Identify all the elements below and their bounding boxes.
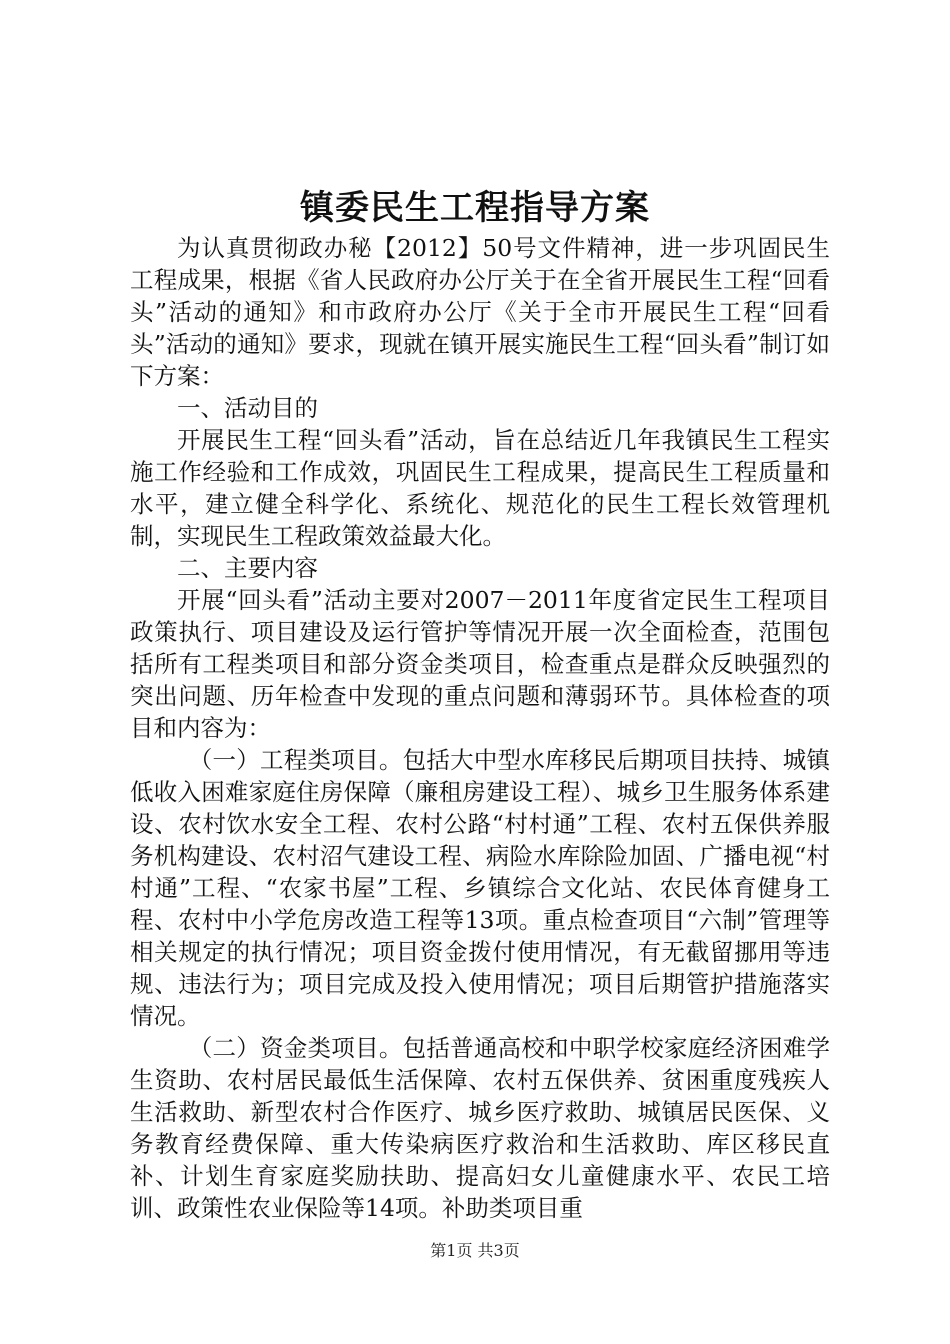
- content-paragraph: 开展“回头看”活动主要对2007－2011年度省定民生工程项目政策执行、项目建设及运行管护等情况开展一次全面检查，范围包括所有工程类项目和部分资金类项目，检查重点是群众反映强烈的突出问题、历年检查中发现的重点问题和薄弱环节。具体检查的项目和内容为：: [130, 586, 830, 742]
- page-number-footer: 第1页 共3页: [430, 1241, 520, 1260]
- funding-projects-paragraph: （二）资金类项目。包括普通高校和中职学校家庭经济困难学生资助、农村居民最低生活保障、农村五保供养、贫困重度残疾人生活救助、新型农村合作医疗、城乡医疗救助、城镇居民医保、义务教育经费保障、重大传染病医疗救治和生活救助、库区移民直补、计划生育家庭奖励扶助、提高妇女儿童健康水平、农民工培训、政策性农业保险等14项。补助类项目重: [130, 1034, 830, 1222]
- intro-paragraph: 为认真贯彻政办秘【2012】50号文件精神，进一步巩固民生工程成果，根据《省人民政府办公厅关于在全省开展民生工程“回看头”活动的通知》和市政府办公厅《关于全市开展民生工程“回看头”活动的通知》要求，现就在镇开展实施民生工程“回头看”制订如下方案：: [130, 234, 830, 390]
- section-heading-objective: 一、活动目的: [177, 394, 318, 422]
- document-body: [130, 232, 830, 1224]
- objective-paragraph: 开展民生工程“回头看”活动，旨在总结近几年我镇民生工程实施工作经验和工作成效，巩固民生工程成果，提高民生工程质量和水平，建立健全科学化、系统化、规范化的民生工程长效管理机制，实现民生工程政策效益最大化。: [130, 426, 830, 550]
- engineering-projects-paragraph: （一）工程类项目。包括大中型水库移民后期项目扶持、城镇低收入困难家庭住房保障（廉租房建设工程）、城乡卫生服务体系建设、农村饮水安全工程、农村公路“村村通”工程、农村五保供养服务机构建设、农村沼气建设工程、病险水库除险加固、广播电视“村村通”工程、“农家书屋”工程、乡镇综合文化站、农民体育健身工程、农村中小学危房改造工程等13项。重点检查项目“六制”管理等相关规定的执行情况；项目资金拨付使用情况，有无截留挪用等违规、违法行为；项目完成及投入使用情况；项目后期管护措施落实情况。: [130, 746, 830, 1030]
- section-heading-content: 二、主要内容: [177, 554, 318, 582]
- page-title: 镇委民生工程指导方案: [300, 188, 650, 228]
